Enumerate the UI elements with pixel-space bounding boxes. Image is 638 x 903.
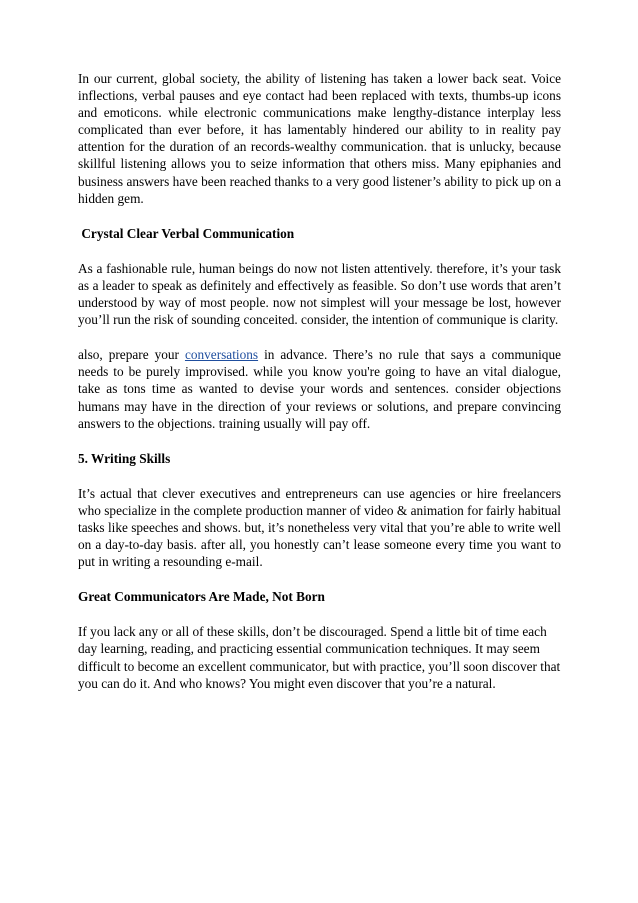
- document-page: [78, 70, 561, 710]
- verbal-paragraph-2-before: also, prepare your: [78, 347, 185, 363]
- conversations-link[interactable]: conversations: [184, 347, 259, 363]
- verbal-paragraph-1: As a fashionable rule, human beings do now not listen attentively. therefore, it’s your task as a leader to speak as definitely and effectively as feasible. So don’t use words that aren’t understood by way of most people. now not simplest will your message be lost, however you’ll run the risk of sounding conceited. consider, the intention of communique is clarity.: [78, 260, 561, 328]
- heading-great-communicators: Great Communicators Are Made, Not Born: [78, 589, 325, 605]
- communicators-paragraph: If you lack any or all of these skills, don’t be discouraged. Spend a little bit of time each day learning, reading, and practicing essential communication techniques. It may seem difficult to become an excellent communicator, but with practice, you’ll soon discover that you can do it. And who knows? You might even discover that you’re a natural.: [78, 624, 561, 691]
- heading-verbal-communication-text: Crystal Clear Verbal Communication: [78, 225, 295, 241]
- heading-writing-skills: 5. Writing Skills: [78, 450, 171, 466]
- intro-paragraph: In our current, global society, the ability of listening has taken a lower back seat. Voice inflections, verbal pauses and eye contact had been replaced with texts, thumbs-up icons and emoticons. while electronic communications make lengthy-distance interplay less complicated than ever before, it has lamentably hindered our ability to in reality pay attention for the duration of an records-wealthy communication. that is unlucky, because skillful listening allows you to seize information that others miss. Many epiphanies and business answers have been reached thanks to a very good listener’s ability to pick up on a hidden gem.: [78, 71, 561, 206]
- writing-paragraph: It’s actual that clever executives and entrepreneurs can use agencies or hire freelancers who specialize in the complete production manner of video & animation for fairly habitual tasks like speeches and shows. but, it’s nonetheless very vital that you’re able to write well on a day-to-day basis. after all, you honestly can’t lease someone every time you want to put in writing a resounding e-mail.: [78, 485, 561, 570]
- heading-verbal-communication: [78, 225, 561, 242]
- verbal-paragraph-2-after: in advance. There’s no rule that says a communique needs to be purely improvised. while you know you're going to have an vital dialogue, take as tons time as wanted to devise your words and sentences. consider objections humans may have in the direction of your reviews or solutions, and prepare convincing answers to the objections. training usually will pay off.: [78, 347, 561, 431]
- verbal-paragraph-2: [78, 346, 561, 431]
